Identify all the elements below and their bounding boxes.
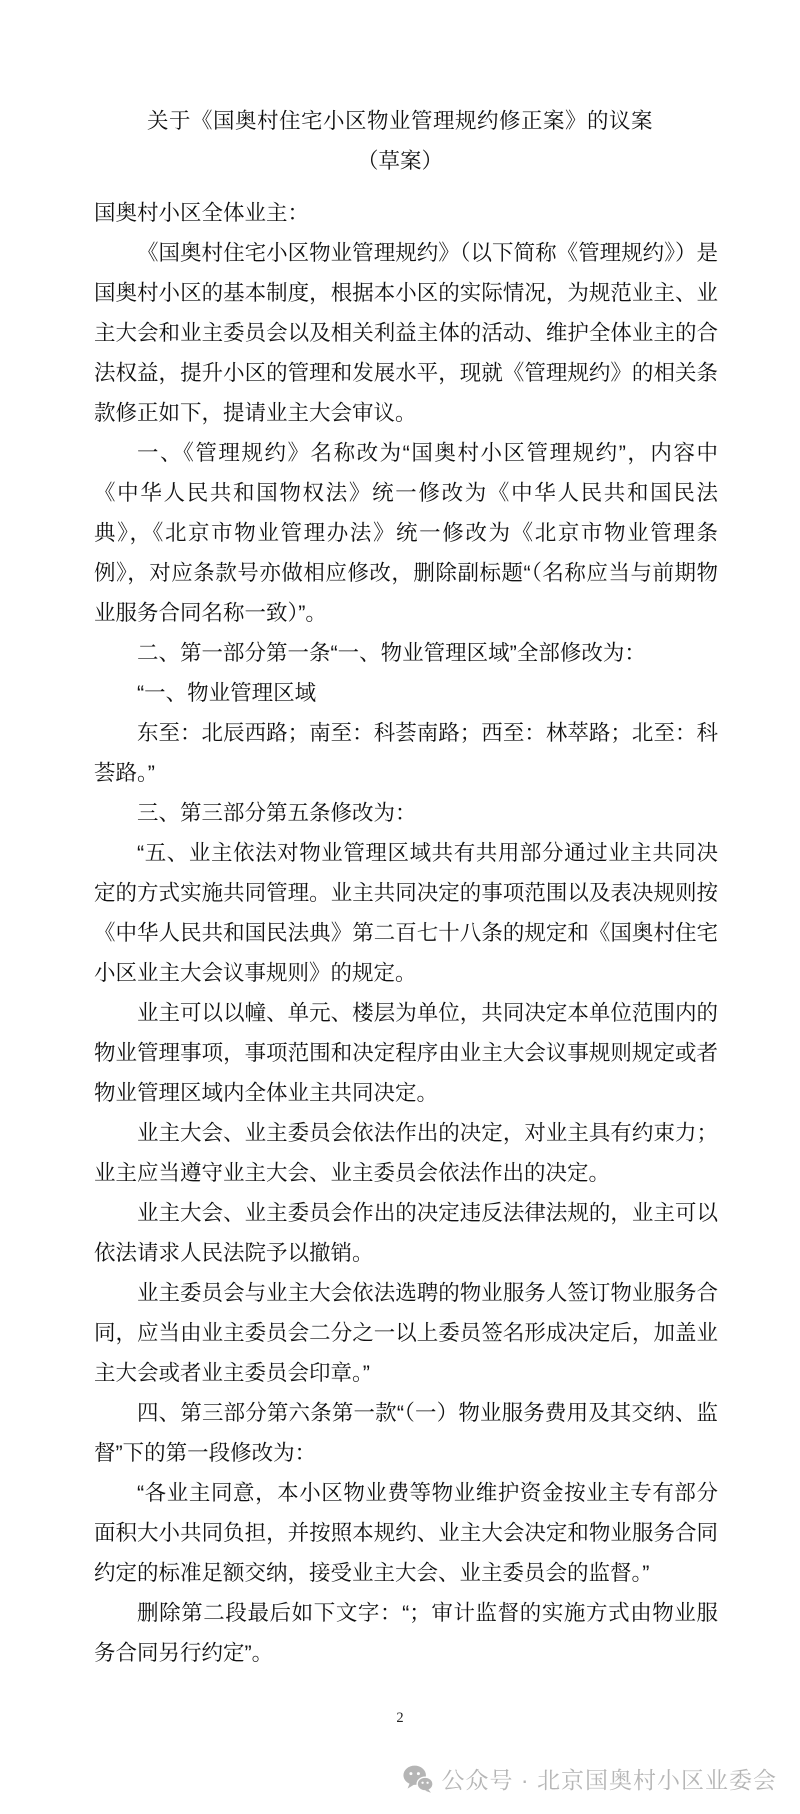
paragraph: 业主委员会与业主大会依法选聘的物业服务人签订物业服务合同，应当由业主委员会二分之一以上委员签名形成决定后，加盖业主大会或者业主委员会印章。” <box>94 1281 718 1385</box>
paragraph: 三、第三部分第五条修改为： <box>137 801 417 825</box>
paragraph: “五、业主依法对物业管理区域共有共用部分通过业主共同决定的方式实施共同管理。业主共同决定的事项范围以及表决规则按《中华人民共和国民法典》第二百七十八条的规定和《国奥村住宅小区业主大会议事规则》的规定。 <box>94 841 718 985</box>
salutation: 国奥村小区全体业主： <box>94 201 310 225</box>
watermark-text: 公众号 · 北京国奥村小区业委会 <box>441 1767 777 1793</box>
paragraph: 业主可以以幢、单元、楼层为单位，共同决定本单位范围内的物业管理事项，事项范围和决定程序由业主大会议事规则规定或者物业管理区域内全体业主共同决定。 <box>94 1001 718 1105</box>
page-number: 2 <box>396 1710 404 1726</box>
paragraph: 二、第一部分第一条“一、物业管理区域”全部修改为： <box>137 641 646 665</box>
paragraph: 《国奥村住宅小区物业管理规约》（以下简称《管理规约》）是国奥村小区的基本制度，根据本小区的实际情况，为规范业主、业主大会和业主委员会以及相关利益主体的活动、维护全体业主的合法权益，提升小区的管理和发展水平，现就《管理规约》的相关条款修正如下，提请业主大会审议。 <box>94 241 718 425</box>
wechat-icon <box>403 1764 433 1794</box>
paragraph: 东至：北辰西路；南至：科荟南路；西至：林萃路；北至：科荟路。” <box>94 721 718 785</box>
paragraph: 四、第三部分第六条第一款“（一）物业服务费用及其交纳、监督”下的第一段修改为： <box>94 1401 718 1465</box>
wechat-watermark <box>403 1762 777 1795</box>
paragraph: “各业主同意，本小区物业费等物业维护资金按业主专有部分面积大小共同负担，并按照本规约、业主大会决定和物业服务合同约定的标准足额交纳，接受业主大会、业主委员会的监督。” <box>94 1481 718 1585</box>
paragraph: 业主大会、业主委员会依法作出的决定，对业主具有约束力；业主应当遵守业主大会、业主委员会依法作出的决定。 <box>94 1121 718 1185</box>
document-body <box>94 193 718 1673</box>
document-title: 关于《国奥村住宅小区物业管理规约修正案》的议案 <box>146 109 653 133</box>
paragraph: 一、《管理规约》名称改为“国奥村小区管理规约”，内容中《中华人民共和国物权法》统一修改为《中华人民共和国民法典》，《北京市物业管理办法》统一修改为《北京市物业管理条例》，对应条款号亦做相应修改，删除副标题“（名称应当与前期物业服务合同名称一致）”。 <box>94 441 718 625</box>
paragraph: 业主大会、业主委员会作出的决定违反法律法规的，业主可以依法请求人民法院予以撤销。 <box>94 1201 718 1265</box>
paragraph: 删除第二段最后如下文字：“；审计监督的实施方式由物业服务合同另行约定”。 <box>94 1601 718 1665</box>
document-subtitle: （草案） <box>356 149 443 173</box>
paragraph: “一、物业管理区域 <box>137 681 317 705</box>
